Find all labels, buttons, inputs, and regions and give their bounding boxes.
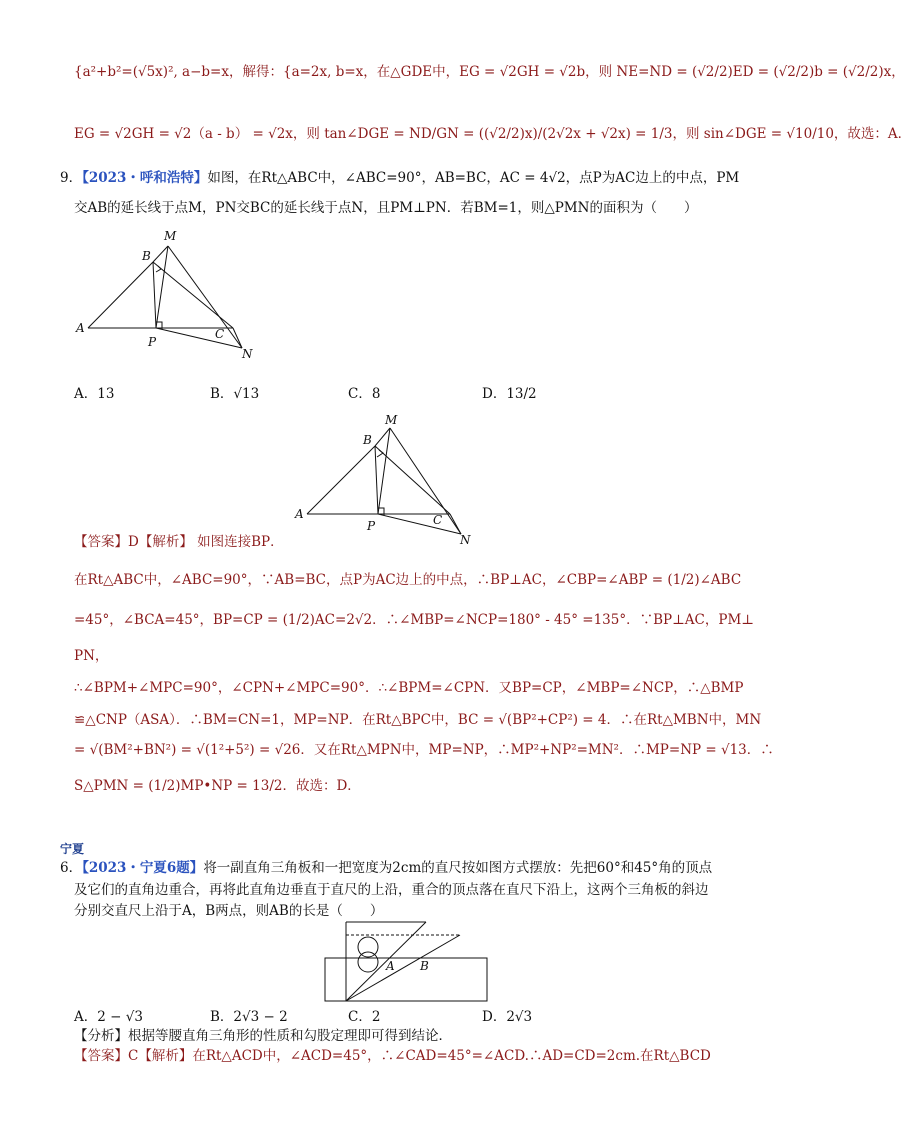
q9-solution-7: S△PMN = (1/2)MP•NP = 13/2．故选：D．: [74, 778, 361, 794]
q6-choice-d: D．2√3: [482, 1009, 533, 1025]
q9-figure: [70, 226, 260, 361]
side-ab: [88, 262, 153, 328]
q9-tag: 【2023・呼和浩特】: [82, 170, 208, 186]
side-bc: [153, 262, 233, 328]
q9-answer-line: [74, 532, 754, 552]
label-n: N: [242, 347, 253, 361]
q6-label-a: A: [386, 959, 395, 973]
side-mn: [168, 246, 242, 348]
q6-choice-c: C．2: [348, 1009, 381, 1025]
q9-solution-6: = √(BM²+BN²) = √(1²+5²) = √26．又在Rt△MPN中，MP=NP，∴MP²+NP²=MN²．∴MP=NP = √13．∴: [74, 742, 774, 758]
sol-label-c: C: [433, 513, 443, 527]
q9-solution-2: =45°，∠BCA=45°，BP=CP = (1/2)AC=2√2．∴∠MBP=∠NCP=180° - 45° =135°．∵BP⊥AC，PM⊥: [74, 612, 754, 628]
q9-text-1: 如图，在Rt△ABC中，∠ABC=90°，AB=BC，AC = 4√2，点P为AC边上的中点，PM: [207, 170, 740, 186]
right-angle-b: [156, 266, 161, 272]
q9-answer-tag: 【答案】D【解析】: [74, 534, 193, 550]
circle-lower: [358, 952, 378, 972]
sol-label-m: M: [385, 413, 398, 427]
q6-choice-a: A．2 − √3: [74, 1009, 143, 1025]
q6-choice-b: B．2√3 − 2: [210, 1009, 288, 1025]
q9-solution-3: PN，: [74, 648, 109, 664]
q6-line-3: 分别交直尺上沿于A，B两点，则AB的长是（ ）: [74, 903, 384, 919]
q6-answer-tag: 【答案】C【解析】: [74, 1048, 193, 1064]
label-m: M: [164, 229, 177, 243]
q9-solution-figure: [295, 410, 485, 550]
circle-upper: [358, 937, 378, 957]
q6-tag: 【2023・宁夏6题】: [82, 860, 204, 876]
q9-answer-text: 如图连接BP．: [197, 534, 284, 550]
q6-analysis: 【分析】根据等腰直角三角形的性质和勾股定理即可得到结论．: [74, 1028, 452, 1044]
top-solution-line-2: EG = √2GH = √2（a - b） = √2x，则 tan∠DGE = ND/GN = ((√2/2)x)/(2√2x + √2x) = 1/3，则 sin∠DGE = √10/10，故选：A．: [74, 126, 911, 142]
label-a: A: [76, 321, 85, 335]
q9-choice-d: D．13/2: [482, 386, 537, 402]
label-b: B: [142, 249, 151, 263]
q6-line-1: [60, 858, 740, 878]
label-p: P: [148, 335, 157, 349]
q9-choice-c: C．8: [348, 386, 381, 402]
label-c: C: [215, 327, 225, 341]
top-solution-line-1: {a²+b²=(√5x)², a−b=x，解得：{a=2x, b=x，在△GDE中，EG = √2GH = √2b，则 NE=ND = (√2/2)ED = (√2/2)b = (√2/2)x，: [74, 64, 905, 80]
sol-label-a: A: [295, 507, 304, 521]
q9-choice-b: B．√13: [210, 386, 260, 402]
q9-solution-1: 在Rt△ABC中，∠ABC=90°，∵AB=BC，点P为AC边上的中点，∴BP⊥AC，∠CBP=∠ABP = (1/2)∠ABC: [74, 572, 742, 588]
q6-number: 6．: [60, 860, 83, 876]
sol-label-n: N: [460, 533, 471, 547]
q9-solution-4: ∴∠BPM+∠MPC=90°，∠CPN+∠MPC=90°．∴∠BPM=∠CPN．又BP=CP，∠MBP=∠NCP，∴△BMP: [74, 680, 744, 696]
region-heading: 宁夏: [60, 842, 85, 856]
q9-line-2: 交AB的延长线于点M，PN交BC的延长线于点N，且PM⊥PN．若BM=1，则△PMN的面积为（ ）: [74, 200, 698, 216]
q9-solution-5: ≌△CNP（ASA）．∴BM=CN=1，MP=NP．在Rt△BPC中，BC = √(BP²+CP²) = 4．∴在Rt△MBN中，MN: [74, 712, 762, 728]
q6-text-1: 将一副直角三角板和一把宽度为2cm的直尺按如图方式摆放：先把60°和45°角的顶点: [203, 860, 713, 876]
segment-bp: [153, 262, 156, 328]
ruler: [325, 958, 487, 1001]
segment-pm: [156, 246, 168, 328]
q6-answer-text: 在Rt△ACD中，∠ACD=45°，∴∠CAD=45°=∠ACD.∴AD=CD=2cm.在Rt△BCD: [192, 1048, 711, 1064]
q9-choice-a: A．13: [74, 386, 115, 402]
sol-label-p: P: [367, 519, 376, 533]
sol-label-b: B: [363, 433, 372, 447]
q6-answer-line: [74, 1046, 754, 1066]
q9-number: 9．: [60, 170, 83, 186]
q6-figure: [322, 918, 492, 1004]
q6-label-b: B: [420, 959, 429, 973]
q6-line-2: 及它们的直角边重合，再将此直角边垂直于直尺的上沿，重合的顶点落在直尺下沿上，这两个三角板的斜边: [74, 882, 709, 898]
q9-line-1: [60, 168, 740, 188]
